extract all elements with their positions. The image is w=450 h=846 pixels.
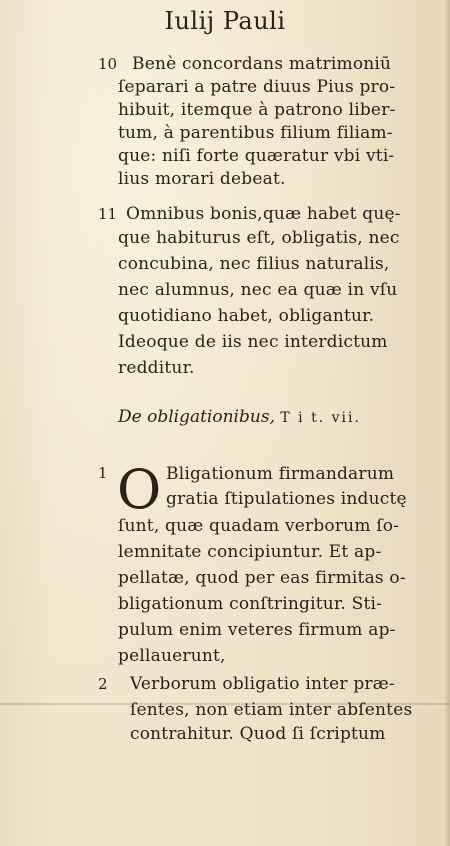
text-line: quotidiano habet, obligantur. xyxy=(118,306,375,326)
text-line: nec alumnus, nec ea quæ in vſu xyxy=(118,280,398,300)
item-number-1: 1 xyxy=(98,464,108,482)
text-line: ſeparari a patre diuus Pius pro- xyxy=(118,77,396,97)
text-line: gratia ſtipulationes inductę xyxy=(166,489,407,509)
text-line: redditur. xyxy=(118,358,195,378)
drop-capital: O xyxy=(117,458,162,521)
text-line: pellatæ, quod per eas firmitas o- xyxy=(118,568,406,588)
section-title-italic: De obligationibus, xyxy=(118,407,275,427)
text-line: lemnitate concipiuntur. Et ap- xyxy=(118,542,382,562)
section-title xyxy=(118,406,361,429)
text-line: Verborum obligatio inter præ- xyxy=(130,674,395,694)
text-line: pulum enim veteres firmum ap- xyxy=(118,620,396,640)
text-line: tum, à parentibus filium filiam- xyxy=(118,123,393,143)
text-line: Bligationum firmandarum xyxy=(166,464,395,484)
text-line: Omnibus bonis,quæ habet quę- xyxy=(126,204,401,224)
text-line: Ideoque de iis nec interdictum xyxy=(118,332,388,352)
text-line: lius morari debeat. xyxy=(118,169,286,189)
text-line: pellauerunt, xyxy=(118,646,226,666)
text-line: ſentes, non etiam inter abſentes xyxy=(130,700,413,720)
item-number-2: 2 xyxy=(98,675,108,693)
text-line: que: niſi forte quæratur vbi vti- xyxy=(118,146,395,166)
item-number-10: 10 xyxy=(98,55,118,73)
text-line: contrahitur. Quod ſi ſcriptum xyxy=(130,724,386,744)
item-number-11: 11 xyxy=(98,205,118,223)
text-line: hibuit, itemque à patrono liber- xyxy=(118,100,396,120)
page-edge-shadow xyxy=(444,0,450,846)
text-line: concubina, nec filius naturalis, xyxy=(118,254,390,274)
text-line: que habiturus eſt, obligatis, nec xyxy=(118,228,400,248)
running-header: Iulij Pauli xyxy=(164,7,286,35)
text-line: bligationum conſtringitur. Sti- xyxy=(118,594,383,614)
text-line: Benè concordans matrimoniū xyxy=(132,54,392,74)
section-title-number: T i t. vii. xyxy=(280,410,361,426)
text-line: ſunt, quæ quadam verborum ſo- xyxy=(118,516,400,536)
